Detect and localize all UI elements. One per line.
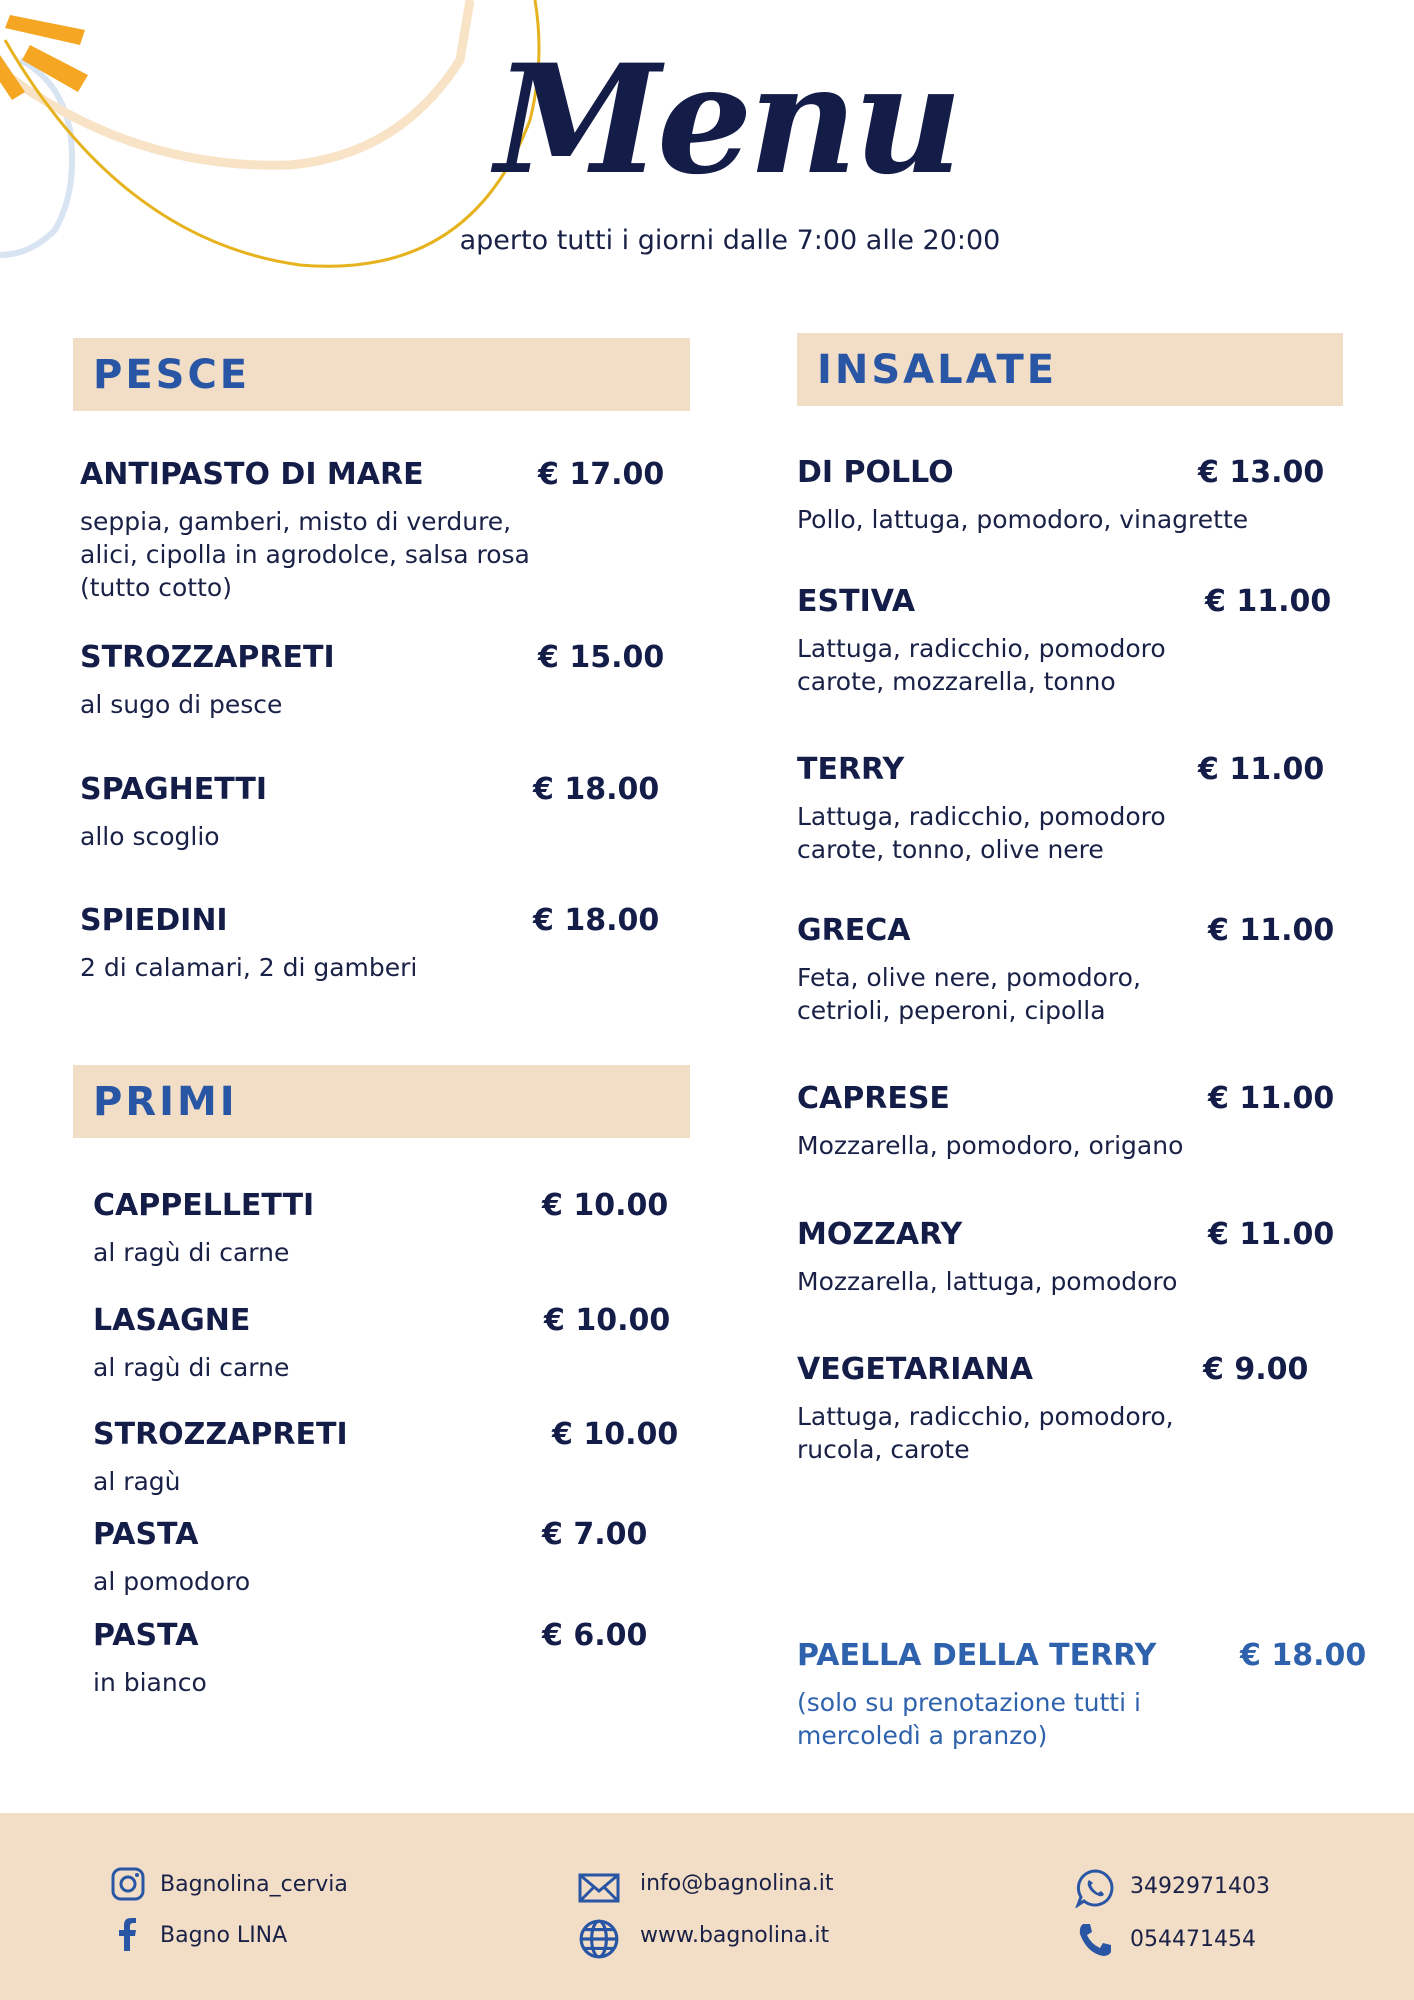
section-title-pesce: PESCE <box>93 352 251 398</box>
menu-item-name: ESTIVA <box>797 584 916 619</box>
mail-icon <box>578 1870 620 1906</box>
menu-item-price: € 11.00 <box>1208 913 1335 948</box>
facebook-icon <box>110 1917 146 1953</box>
section-title-insalate: INSALATE <box>817 347 1058 393</box>
menu-item-price: € 10.00 <box>542 1188 669 1223</box>
special-item-desc: (solo su prenotazione tutti i mercoledì a pranzo) <box>797 1688 1141 1750</box>
menu-item-desc: 2 di calamari, 2 di gamberi <box>80 953 418 982</box>
section-title-primi: PRIMI <box>93 1079 238 1125</box>
menu-item-desc: al ragù di carne <box>93 1238 290 1267</box>
menu-item-desc: al sugo di pesce <box>80 690 283 719</box>
phone-number[interactable]: 054471454 <box>1130 1927 1256 1952</box>
menu-item-desc: Lattuga, radicchio, pomodoro carote, mozzarella, tonno <box>797 634 1166 696</box>
section-header-insalate <box>797 333 1343 406</box>
menu-item-name: PASTA <box>93 1517 199 1552</box>
page-title: Menu <box>495 32 959 208</box>
globe-icon <box>578 1918 620 1960</box>
menu-item-desc: Feta, olive nere, pomodoro, cetrioli, peperoni, cipolla <box>797 963 1141 1025</box>
menu-item-price: € 18.00 <box>533 903 660 938</box>
menu-item-desc: Lattuga, radicchio, pomodoro carote, tonno, olive nere <box>797 802 1166 864</box>
menu-item-desc: seppia, gamberi, misto di verdure, alici, cipolla in agrodolce, salsa rosa (tutto cotto) <box>80 507 530 602</box>
menu-item-desc: allo scoglio <box>80 822 220 851</box>
contact-footer <box>0 1813 1414 2000</box>
menu-item-name: CAPPELLETTI <box>93 1188 315 1223</box>
section-header-pesce <box>73 338 690 411</box>
menu-item-price: € 10.00 <box>544 1303 671 1338</box>
menu-item-name: MOZZARY <box>797 1217 963 1252</box>
facebook-page[interactable]: Bagno LINA <box>160 1923 288 1948</box>
instagram-handle[interactable]: Bagnolina_cervia <box>160 1872 348 1897</box>
menu-item-price: € 9.00 <box>1203 1352 1309 1387</box>
menu-item-desc: al ragù di carne <box>93 1353 290 1382</box>
menu-item-name: DI POLLO <box>797 455 954 490</box>
menu-item-price: € 18.00 <box>533 772 660 807</box>
section-header-primi <box>73 1065 690 1138</box>
menu-item-name: STROZZAPRETI <box>93 1417 348 1452</box>
menu-item-desc: Pollo, lattuga, pomodoro, vinagrette <box>797 505 1249 534</box>
menu-item-desc: al pomodoro <box>93 1567 251 1596</box>
menu-item-desc: in bianco <box>93 1668 207 1697</box>
phone-icon <box>1075 1920 1115 1960</box>
website-link[interactable]: www.bagnolina.it <box>640 1923 830 1948</box>
special-item-price: € 18.00 <box>1240 1638 1367 1673</box>
menu-item-name: ANTIPASTO DI MARE <box>80 457 424 492</box>
menu-item-name: TERRY <box>797 752 905 787</box>
menu-item-price: € 10.00 <box>552 1417 679 1452</box>
whatsapp-number[interactable]: 3492971403 <box>1130 1874 1270 1899</box>
menu-item-name: SPAGHETTI <box>80 772 268 807</box>
menu-item-price: € 7.00 <box>542 1517 648 1552</box>
menu-item-price: € 13.00 <box>1198 455 1325 490</box>
menu-item-name: GRECA <box>797 913 911 948</box>
menu-item-price: € 17.00 <box>538 457 665 492</box>
menu-item-price: € 11.00 <box>1205 584 1332 619</box>
menu-item-price: € 11.00 <box>1208 1081 1335 1116</box>
menu-item-name: SPIEDINI <box>80 903 228 938</box>
email-link[interactable]: info@bagnolina.it <box>640 1871 834 1896</box>
menu-item-desc: Mozzarella, pomodoro, origano <box>797 1131 1184 1160</box>
menu-item-desc: Mozzarella, lattuga, pomodoro <box>797 1267 1178 1296</box>
menu-item-desc: al ragù <box>93 1467 181 1496</box>
menu-item-price: € 15.00 <box>538 640 665 675</box>
menu-item-name: STROZZAPRETI <box>80 640 335 675</box>
menu-item-name: PASTA <box>93 1618 199 1653</box>
menu-item-name: VEGETARIANA <box>797 1352 1033 1387</box>
menu-item-desc: Lattuga, radicchio, pomodoro, rucola, carote <box>797 1402 1174 1464</box>
menu-item-name: LASAGNE <box>93 1303 251 1338</box>
whatsapp-icon <box>1075 1868 1115 1908</box>
special-item-name: PAELLA DELLA TERRY <box>797 1638 1157 1673</box>
opening-hours: aperto tutti i giorni dalle 7:00 alle 20:00 <box>459 225 1001 256</box>
menu-item-name: CAPRESE <box>797 1081 950 1116</box>
instagram-icon <box>110 1866 146 1902</box>
menu-item-price: € 6.00 <box>542 1618 648 1653</box>
menu-item-price: € 11.00 <box>1198 752 1325 787</box>
menu-item-price: € 11.00 <box>1208 1217 1335 1252</box>
